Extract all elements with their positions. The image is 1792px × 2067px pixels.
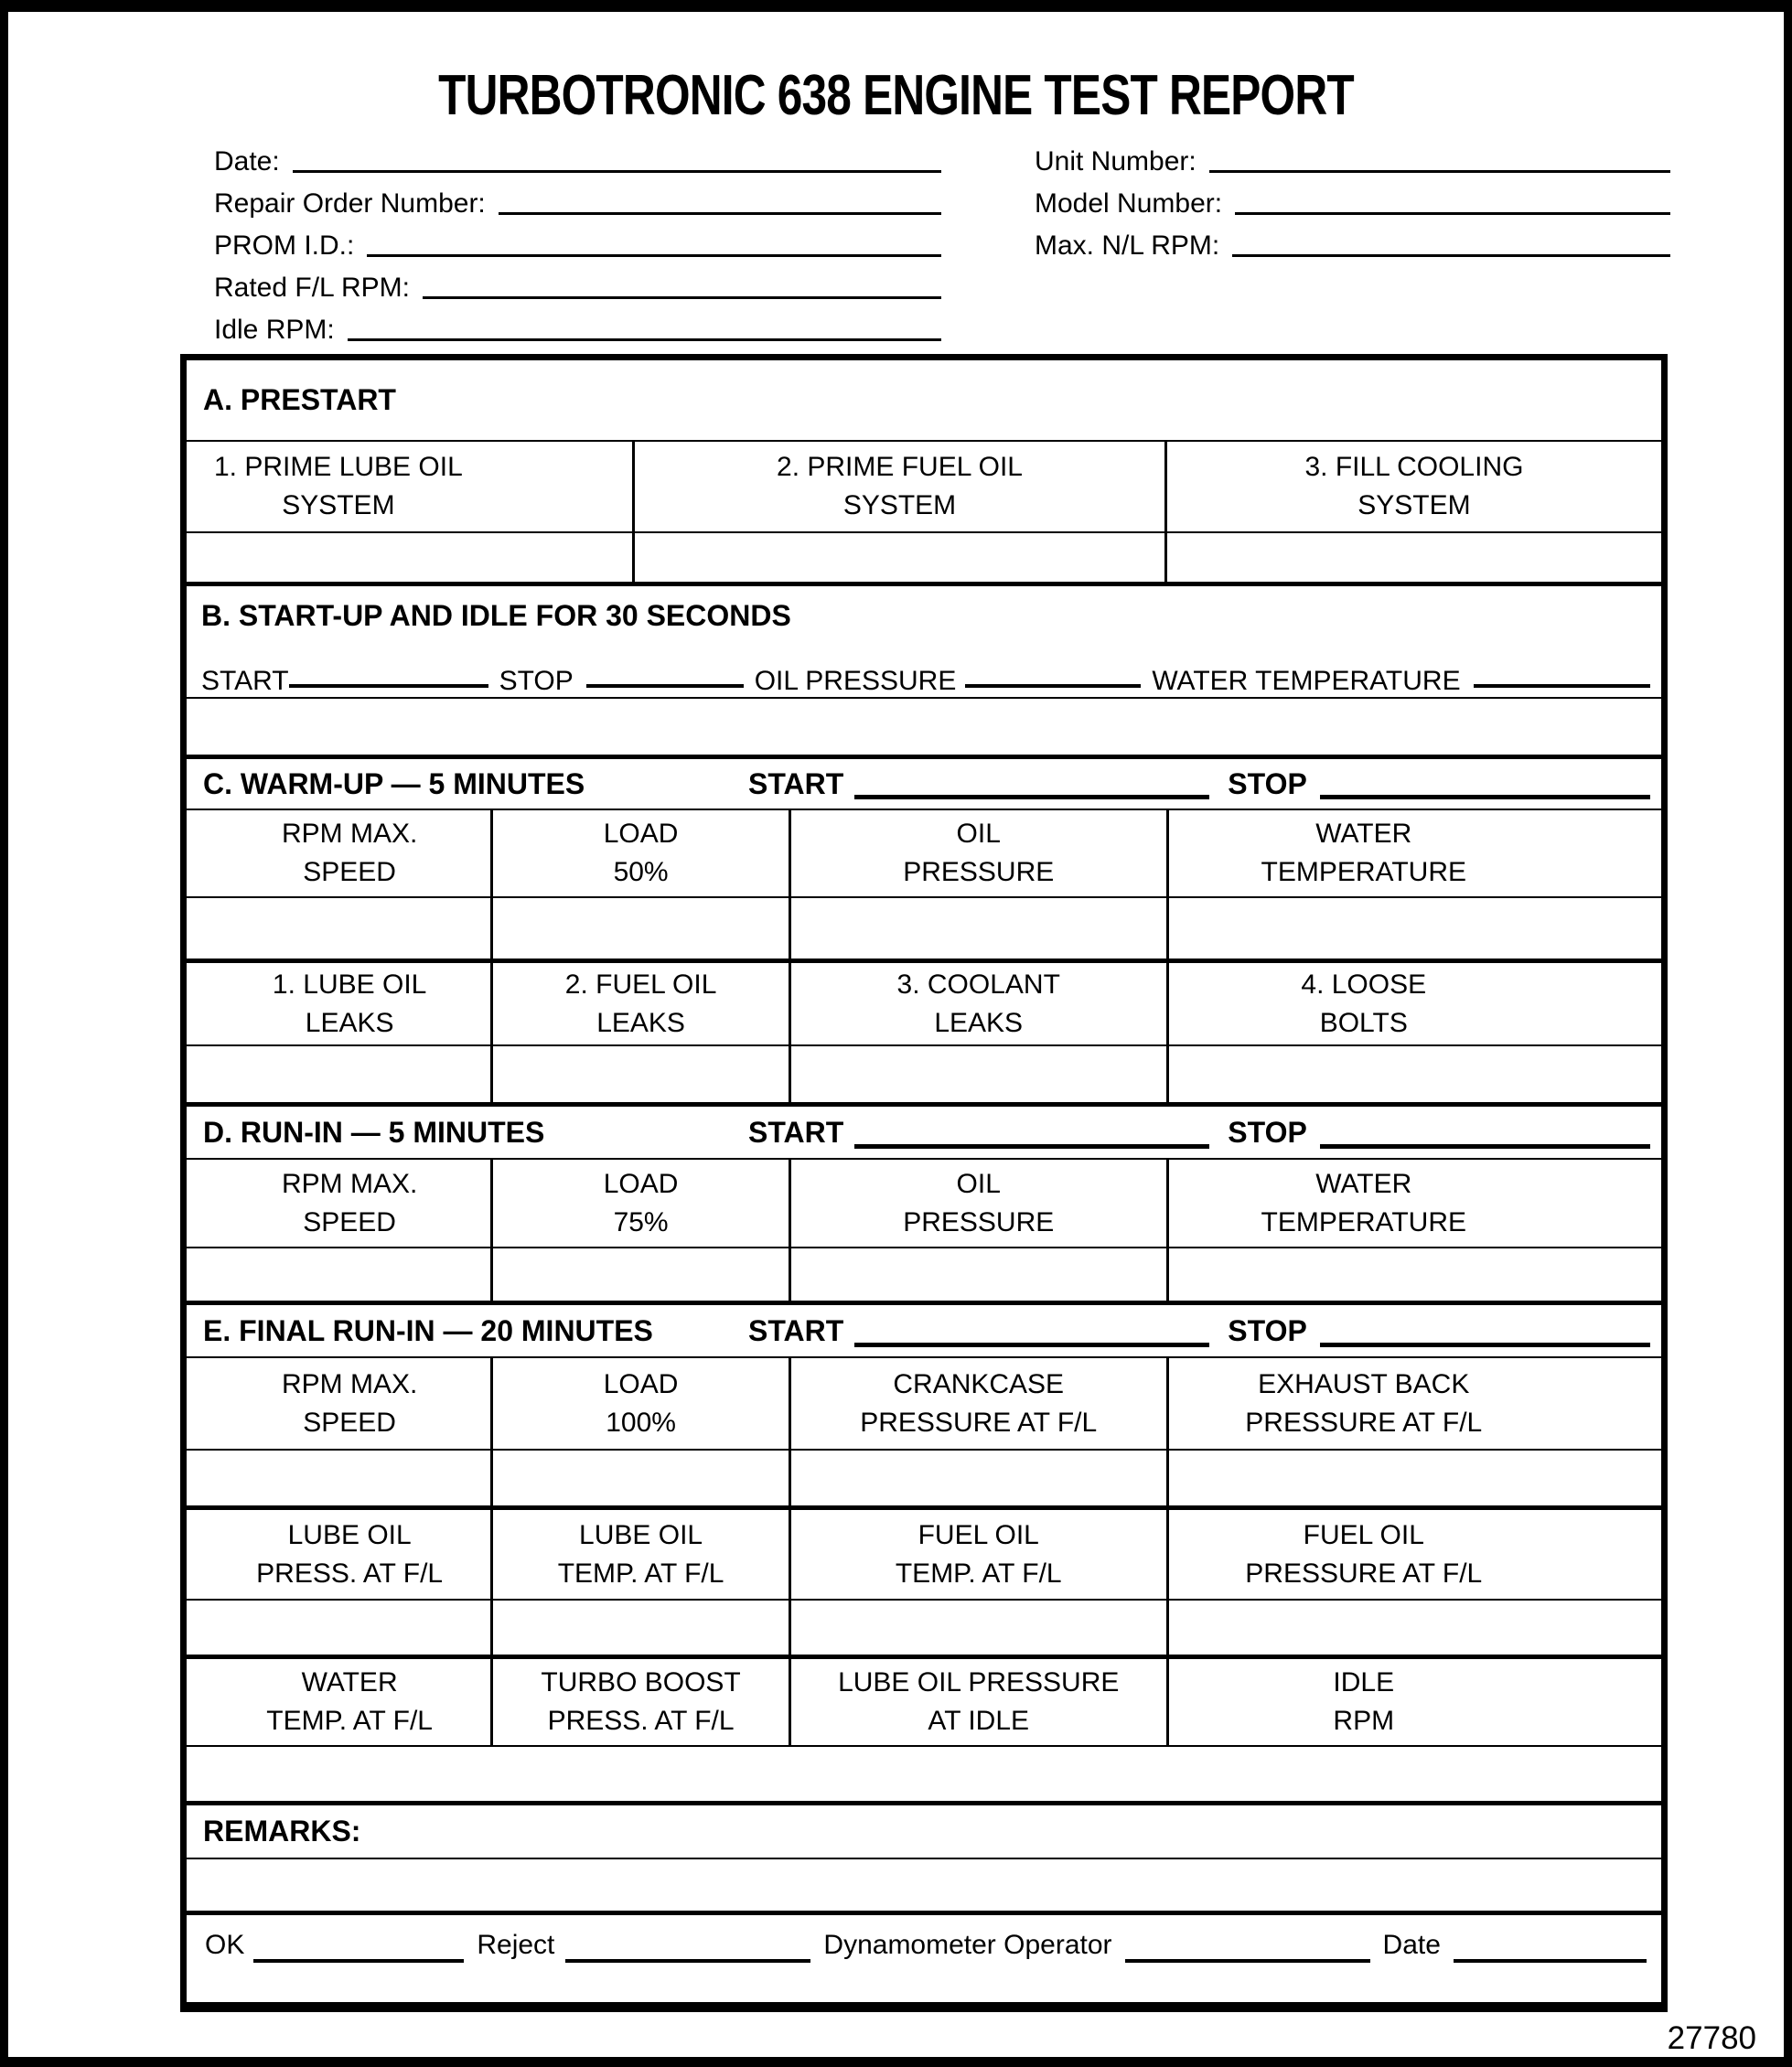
reject-label: Reject — [477, 1930, 555, 1960]
final-runin-answer-row-1 — [187, 1449, 1661, 1505]
section-c-title: C. WARM-UP — 5 MINUTES — [203, 766, 585, 800]
section-d-header — [187, 1102, 1661, 1158]
answer-cell[interactable] — [1169, 1601, 1661, 1655]
field-row-idle-rpm — [214, 306, 941, 348]
field-label-date: Date: — [214, 146, 280, 177]
signoff-date-input-line[interactable] — [1454, 1928, 1647, 1963]
answer-cell[interactable] — [493, 1601, 791, 1655]
b-oil-pressure-input-line[interactable] — [965, 684, 1141, 688]
b-stop-input-line[interactable] — [586, 684, 744, 688]
dynamometer-operator-label: Dynamometer Operator — [823, 1930, 1112, 1960]
section-d-title: D. RUN-IN — 5 MINUTES — [203, 1115, 545, 1149]
label-cell: WATER TEMPERATURE — [1261, 819, 1466, 887]
b-start-input-line[interactable] — [289, 684, 488, 688]
warmup-labels-row-1 — [187, 809, 1661, 896]
field-row-rated-fl-rpm — [214, 264, 941, 306]
label-cell: RPM MAX. SPEED — [187, 810, 493, 896]
answer-cell[interactable] — [187, 533, 635, 582]
label-cell: LUBE OIL PRESSURE AT IDLE — [791, 1659, 1169, 1745]
rated-fl-rpm-input-line[interactable] — [423, 296, 941, 299]
label-cell: 2. FUEL OIL LEAKS — [493, 963, 791, 1044]
final-runin-labels-row-2 — [187, 1505, 1661, 1599]
remarks-header-row — [187, 1801, 1661, 1858]
d-stop-input-line[interactable] — [1320, 1144, 1650, 1149]
answer-cell[interactable] — [1169, 1451, 1661, 1505]
remarks-label: REMARKS: — [203, 1815, 361, 1847]
label-cell: FUEL OIL TEMP. AT F/L — [791, 1510, 1169, 1599]
label-cell: OIL PRESSURE — [791, 810, 1169, 896]
c-stop-label: STOP — [1228, 766, 1307, 800]
label-cell: LOAD 100% — [493, 1358, 791, 1449]
answer-cell[interactable] — [1167, 533, 1661, 582]
section-b-fields-line — [201, 633, 1650, 697]
label-cell: EXHAUST BACK PRESSURE AT F/L — [1245, 1368, 1483, 1438]
prestart-labels-row — [187, 440, 1661, 531]
section-b-answer-row[interactable] — [187, 697, 1661, 755]
label-cell: FUEL OIL PRESSURE AT F/L — [1245, 1519, 1483, 1589]
field-label-prom-id: PROM I.D.: — [214, 230, 355, 261]
answer-cell[interactable] — [791, 1248, 1169, 1301]
final-runin-answer-row-2 — [187, 1599, 1661, 1655]
d-stop-label: STOP — [1228, 1115, 1307, 1149]
model-number-input-line[interactable] — [1235, 212, 1670, 215]
section-b-title: B. START-UP AND IDLE FOR 30 SECONDS — [201, 599, 791, 632]
warmup-answer-row-2 — [187, 1044, 1661, 1102]
field-row-date — [214, 138, 941, 180]
section-a-title: A. PRESTART — [203, 383, 396, 416]
label-cell: 3. FILL COOLING SYSTEM — [1304, 452, 1524, 520]
label-cell: IDLE RPM — [1333, 1667, 1395, 1736]
label-cell: LUBE OIL PRESS. AT F/L — [187, 1510, 493, 1599]
answer-cell[interactable] — [187, 1451, 493, 1505]
page-title: TURBOTRONIC 638 ENGINE TEST REPORT — [438, 64, 1354, 127]
final-runin-labels-row-1 — [187, 1356, 1661, 1449]
section-a-header — [187, 360, 1661, 440]
field-row-unit-number — [1035, 138, 1670, 180]
label-cell: LOAD 50% — [493, 810, 791, 896]
field-row-model-number — [1035, 180, 1670, 222]
b-water-temperature-label: WATER TEMPERATURE — [1152, 666, 1461, 696]
ok-label: OK — [205, 1930, 245, 1960]
section-e-title: E. FINAL RUN-IN — 20 MINUTES — [203, 1313, 653, 1347]
field-label-model-number: Model Number: — [1035, 188, 1223, 219]
ok-input-line[interactable] — [253, 1928, 464, 1963]
date-input-line[interactable] — [293, 170, 941, 173]
e-stop-input-line[interactable] — [1320, 1343, 1650, 1347]
dynamometer-operator-input-line[interactable] — [1125, 1928, 1370, 1963]
field-row-repair-order — [214, 180, 941, 222]
max-nl-rpm-input-line[interactable] — [1232, 254, 1670, 257]
label-cell: WATER TEMP. AT F/L — [187, 1659, 493, 1745]
unit-number-input-line[interactable] — [1209, 170, 1670, 173]
form-number: 27780 — [1667, 2020, 1756, 2056]
answer-cell[interactable] — [493, 1451, 791, 1505]
section-b-header — [187, 582, 1661, 697]
label-cell: LUBE OIL TEMP. AT F/L — [493, 1510, 791, 1599]
answer-cell[interactable] — [791, 1451, 1169, 1505]
label-cell: 1. LUBE OIL LEAKS — [187, 963, 493, 1044]
reject-input-line[interactable] — [565, 1928, 810, 1963]
e-start-label: START — [748, 1313, 844, 1347]
answer-cell[interactable] — [791, 1601, 1169, 1655]
answer-cell[interactable] — [635, 533, 1167, 582]
b-stop-label: STOP — [499, 666, 574, 696]
label-cell: RPM MAX. SPEED — [187, 1358, 493, 1449]
label-cell: 4. LOOSE BOLTS — [1301, 969, 1427, 1038]
label-cell: TURBO BOOST PRESS. AT F/L — [493, 1659, 791, 1745]
field-label-unit-number: Unit Number: — [1035, 146, 1196, 177]
prestart-answer-row — [187, 531, 1661, 582]
label-cell: 1. PRIME LUBE OIL SYSTEM — [187, 442, 635, 531]
field-label-rated-fl-rpm: Rated F/L RPM: — [214, 273, 410, 303]
answer-cell[interactable] — [187, 898, 493, 959]
label-cell: LOAD 75% — [493, 1160, 791, 1247]
field-label-idle-rpm: Idle RPM: — [214, 315, 335, 345]
prom-id-input-line[interactable] — [367, 254, 941, 257]
field-label-repair-order: Repair Order Number: — [214, 188, 486, 219]
idle-rpm-input-line[interactable] — [348, 338, 941, 341]
field-row-prom-id — [214, 222, 941, 264]
section-e-header — [187, 1301, 1661, 1356]
answer-cell[interactable] — [187, 1248, 493, 1301]
header-fields-right — [1035, 138, 1670, 264]
label-cell: 3. COOLANT LEAKS — [791, 963, 1169, 1044]
answer-cell[interactable] — [187, 1046, 493, 1102]
field-row-max-nl-rpm — [1035, 222, 1670, 264]
runin-labels-row — [187, 1158, 1661, 1247]
section-c-header — [187, 755, 1661, 809]
runin-answer-row — [187, 1247, 1661, 1301]
warmup-labels-row-2 — [187, 959, 1661, 1044]
final-runin-labels-row-3 — [187, 1655, 1661, 1745]
c-start-label: START — [748, 766, 844, 800]
date-label: Date — [1382, 1930, 1441, 1960]
signoff-row — [187, 1911, 1661, 2002]
answer-cell[interactable] — [1169, 898, 1661, 959]
test-report-table — [180, 354, 1668, 2012]
e-stop-label: STOP — [1228, 1313, 1307, 1347]
answer-cell[interactable] — [187, 1601, 493, 1655]
final-runin-answer-row-3[interactable] — [187, 1745, 1661, 1801]
answer-cell[interactable] — [493, 898, 791, 959]
repair-order-input-line[interactable] — [499, 212, 941, 215]
label-cell: OIL PRESSURE — [791, 1160, 1169, 1247]
d-start-label: START — [748, 1115, 844, 1149]
label-cell: 2. PRIME FUEL OIL SYSTEM — [635, 442, 1167, 531]
answer-cell[interactable] — [1169, 1248, 1661, 1301]
label-cell: RPM MAX. SPEED — [187, 1160, 493, 1247]
label-cell: WATER TEMPERATURE — [1261, 1168, 1466, 1237]
field-label-max-nl-rpm: Max. N/L RPM: — [1035, 230, 1220, 261]
warmup-answer-row-1 — [187, 896, 1661, 959]
e-start-input-line[interactable] — [854, 1343, 1209, 1347]
b-oil-pressure-label: OIL PRESSURE — [754, 666, 957, 696]
label-cell: CRANKCASE PRESSURE AT F/L — [791, 1358, 1169, 1449]
remarks-answer-row[interactable] — [187, 1858, 1661, 1911]
answer-cell[interactable] — [791, 898, 1169, 959]
b-water-temperature-input-line[interactable] — [1474, 684, 1650, 688]
answer-cell[interactable] — [493, 1248, 791, 1301]
c-start-input-line[interactable] — [854, 795, 1209, 799]
c-stop-input-line[interactable] — [1320, 795, 1650, 799]
answer-cell[interactable] — [1169, 1046, 1661, 1102]
answer-cell[interactable] — [791, 1046, 1169, 1102]
header-fields-left — [214, 138, 941, 348]
answer-cell[interactable] — [493, 1046, 791, 1102]
b-start-label: START — [201, 666, 289, 696]
d-start-input-line[interactable] — [854, 1144, 1209, 1149]
